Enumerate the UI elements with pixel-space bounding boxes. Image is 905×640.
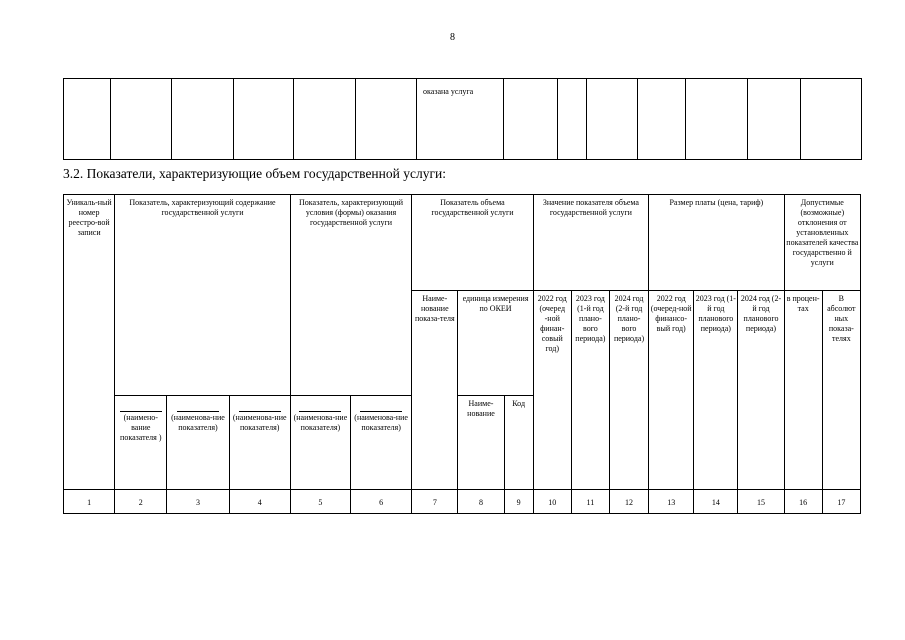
- header-percent: в процен-тах: [784, 291, 822, 490]
- column-number: 6: [351, 490, 412, 514]
- top-cell: [234, 79, 294, 160]
- continuation-table: [63, 78, 862, 160]
- header-conditions-indicator: Показатель, характеризующий условия (формы) оказания государственной услуги: [290, 195, 411, 396]
- name-placeholder: (наименова-ние показателя): [290, 396, 350, 490]
- header-unit-code: Код: [504, 396, 533, 490]
- column-number: 7: [412, 490, 458, 514]
- header-unit: единица измерения по ОКЕИ: [458, 291, 533, 396]
- header-value-2023: 2023 год (1-й год плано-вого периода): [571, 291, 609, 490]
- header-value-2022: 2022 год (очеред -ной финан-совый год): [533, 291, 571, 490]
- top-cell: [64, 79, 111, 160]
- page-number: 8: [450, 32, 455, 43]
- volume-indicators-table: [63, 194, 861, 514]
- column-number: 3: [167, 490, 229, 514]
- top-cell: [504, 79, 558, 160]
- name-placeholder: (наименова-ние показателя): [351, 396, 412, 490]
- column-number: 2: [115, 490, 167, 514]
- column-number: 8: [458, 490, 504, 514]
- top-cell: [587, 79, 638, 160]
- header-fee-2022: 2022 год (очеред-ной финансо-вый год): [649, 291, 694, 490]
- header-content-indicator: Показатель, характеризующий содержание государственной услуги: [115, 195, 291, 396]
- name-placeholder: (наименова-ние показателя): [229, 396, 290, 490]
- top-cell-service-rendered: оказана услуга: [417, 79, 504, 160]
- column-number: 15: [738, 490, 784, 514]
- top-cell: [638, 79, 686, 160]
- header-fee-2023: 2023 год (1-й год планового периода): [694, 291, 738, 490]
- top-cell: [172, 79, 234, 160]
- top-cell: [356, 79, 417, 160]
- column-number: 5: [290, 490, 350, 514]
- column-number: 1: [64, 490, 115, 514]
- column-number: 4: [229, 490, 290, 514]
- column-number: 17: [822, 490, 860, 514]
- section-title: 3.2. Показатели, характеризующие объем государственной услуги:: [63, 166, 446, 181]
- name-placeholder: (наимено-вание показателя ): [115, 396, 167, 490]
- header-volume-value: Значение показателя объема государственной услуги: [533, 195, 648, 291]
- top-cell: [801, 79, 862, 160]
- column-number: 11: [571, 490, 609, 514]
- column-number: 12: [609, 490, 648, 514]
- name-placeholder: (наименова-ние показателя): [167, 396, 229, 490]
- column-number: 10: [533, 490, 571, 514]
- top-cell: [294, 79, 356, 160]
- column-number: 13: [649, 490, 694, 514]
- header-absolute: В абсолют ных показа-телях: [822, 291, 860, 490]
- top-cell: [111, 79, 172, 160]
- header-unique-number: Уникаль-ный номер реестро-вой записи: [64, 195, 115, 490]
- top-cell: [748, 79, 801, 160]
- column-number: 9: [504, 490, 533, 514]
- column-number: 16: [784, 490, 822, 514]
- header-fee-size: Размер платы (цена, тариф): [649, 195, 784, 291]
- header-deviations: Допустимые (возможные) отклонения от установленных показателей качества государственно й услуги: [784, 195, 860, 291]
- header-fee-2024: 2024 год (2-й год планового периода): [738, 291, 784, 490]
- header-value-2024: 2024 год (2-й год плано-вого периода): [609, 291, 648, 490]
- column-number: 14: [694, 490, 738, 514]
- header-volume-indicator: Показатель объема государственной услуги: [412, 195, 533, 291]
- top-cell: [686, 79, 748, 160]
- top-cell: [558, 79, 587, 160]
- header-indicator-name: Наиме-нование показа-теля: [412, 291, 458, 490]
- header-unit-name: Наиме-нование: [458, 396, 504, 490]
